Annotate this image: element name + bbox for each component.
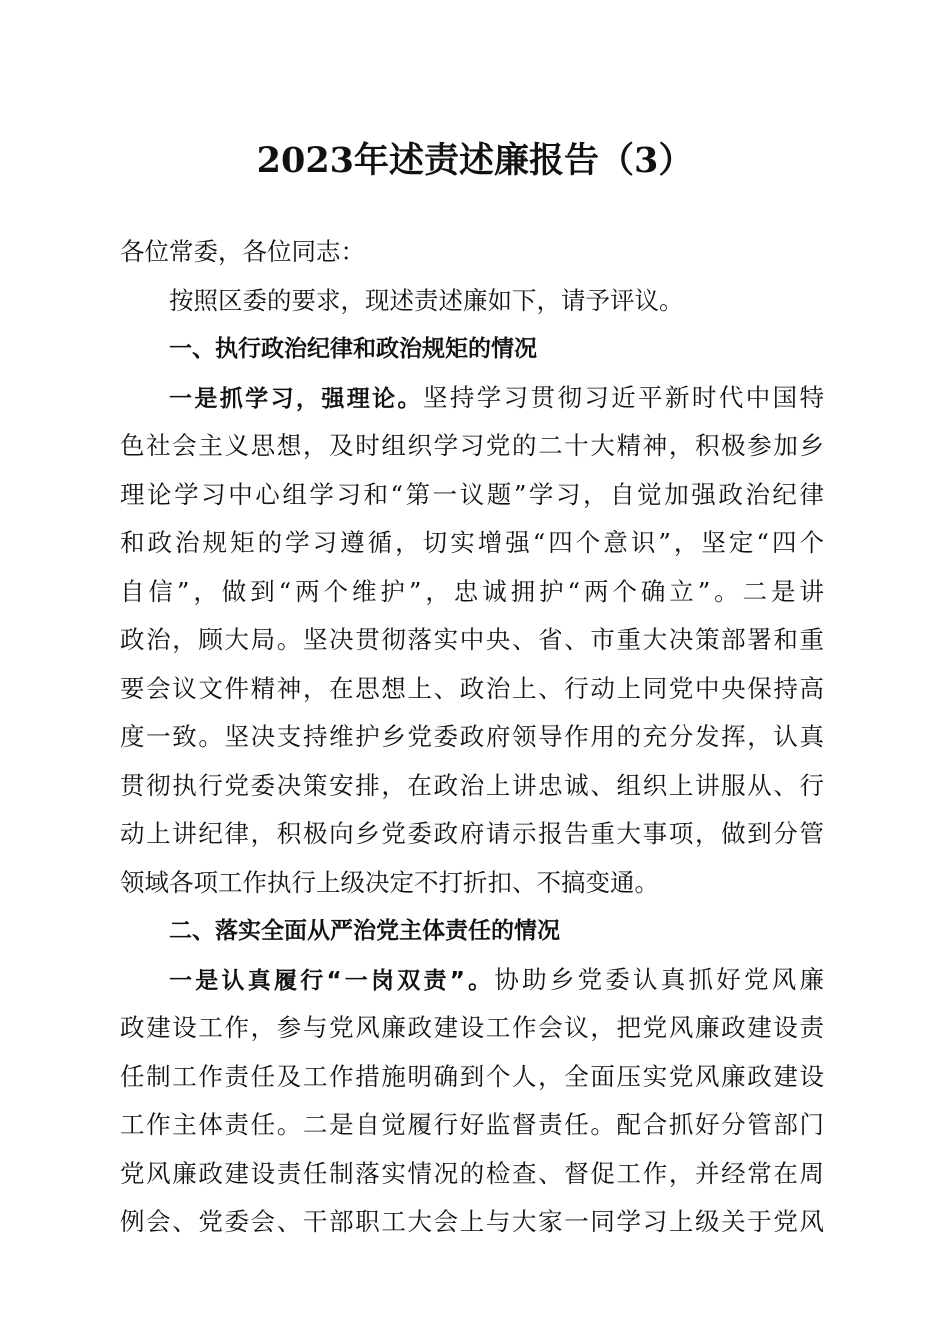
section-2-line [120, 956, 824, 1005]
section-2-heading: 二、落实全面从严治党主体责任的情况 [169, 918, 560, 944]
section-1-line [120, 374, 824, 423]
section-2-line-text: 协助乡党委认真抓好党风廉 [494, 964, 824, 994]
section-1-line: 要会议文件精神，在思想上、政治上、行动上同党中央保持高 [120, 673, 824, 703]
section-1-lead: 一是抓学习，强理论。 [169, 385, 423, 412]
salutation: 各位常委，各位同志： [120, 237, 365, 266]
section-1-line: 领域各项工作执行上级决定不打折扣、不搞变通。 [120, 867, 659, 897]
section-1-line: 自信”，做到“两个维护”，忠诚拥护“两个确立”。二是讲 [120, 576, 824, 606]
section-1-line: 和政治规矩的学习遵循，切实增强“四个意识”，坚定“四个 [120, 528, 824, 557]
section-1-line: 色社会主义思想，及时组织学习党的二十大精神，积极参加乡 [120, 431, 824, 460]
section-2-line: 任制工作责任及工作措施明确到个人，全面压实党风廉政建设 [120, 1061, 824, 1091]
section-1-line: 度一致。坚决支持维护乡党委政府领导作用的充分发挥，认真 [120, 722, 824, 751]
section-2-lead: 一是认真履行“一岗双责”。 [169, 967, 495, 994]
section-2-line: 党风廉政建设责任制落实情况的检查、督促工作，并经常在周 [120, 1158, 824, 1188]
section-1-line-text: 坚持学习贯彻习近平新时代中国特 [422, 382, 824, 412]
document-body [120, 228, 824, 1247]
section-1-line: 理论学习中心组学习和“第一议题”学习，自觉加强政治纪律 [120, 479, 824, 509]
section-2-line: 政建设工作，参与党风廉政建设工作会议，把党风廉政建设责 [120, 1013, 824, 1042]
section-1-heading: 一、执行政治纪律和政治规矩的情况 [169, 336, 537, 362]
document-title: 2023年述责述廉报告（3） [256, 140, 694, 181]
section-2-line: 工作主体责任。二是自觉履行好监督责任。配合抓好分管部门 [120, 1110, 824, 1139]
section-1-line: 政治，顾大局。坚决贯彻落实中央、省、市重大决策部署和重 [120, 625, 824, 654]
section-2-line: 例会、党委会、干部职工大会上与大家一同学习上级关于党风 [120, 1207, 824, 1236]
section-1-line: 贯彻执行党委决策安排，在政治上讲忠诚、组织上讲服从、行 [120, 770, 824, 800]
intro-paragraph: 按照区委的要求，现述责述廉如下，请予评议。 [169, 285, 684, 315]
section-1-line: 动上讲纪律，积极向乡党委政府请示报告重大事项，做到分管 [120, 819, 824, 848]
